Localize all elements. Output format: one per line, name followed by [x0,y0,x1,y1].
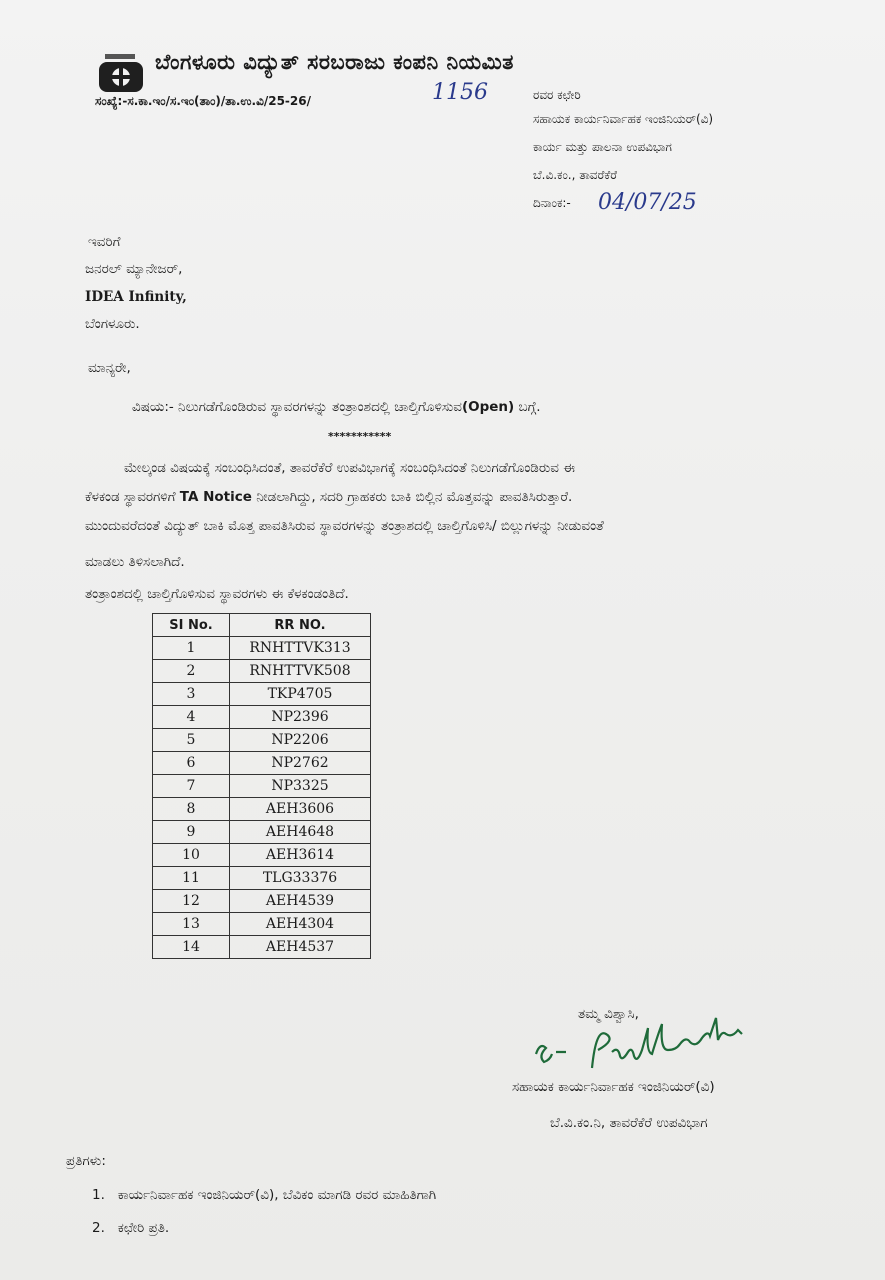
table-row [153,890,371,913]
rr-no-cell: AEH4537 [230,936,371,959]
table-row [153,936,371,959]
sl-no-cell: 10 [153,844,230,867]
copy-text: ಕಾರ್ಯನಿರ್ವಾಹಕ ಇಂಜಿನಿಯರ್(ವಿ), ಬೆವಿಕಂ ಮಾಗಡಿ ರವರ ಮಾಹಿತಿಗಾಗಿ [117,1187,437,1203]
sl-no-cell: 3 [153,683,230,706]
subject-open: (Open) [461,399,515,415]
sl-no-cell: 5 [153,729,230,752]
table-row [153,798,371,821]
rr-no-cell: AEH3614 [230,844,371,867]
rr-no-cell: AEH4539 [230,890,371,913]
header-rr-no: RR NO. [230,614,371,637]
office-line-1: ರವರ ಕಛೇರಿ [533,88,581,102]
signature [522,1010,802,1090]
subject-text: ನಿಲುಗಡೆಗೊಂಡಿರುವ ಸ್ಥಾವರಗಳನ್ನು ತಂತ್ರಾಂಶದಲ್ಲಿ ಚಾಲ್ತಿಗೊಳಿಸುವ [173,399,462,415]
body-line-2a: ಕೆಳಕಂಡ ಸ್ಥಾವರಗಳಿಗೆ [85,489,180,505]
salutation: ಮಾನ್ಯರೇ, [88,360,131,376]
rr-no-cell: AEH4648 [230,821,371,844]
sl-no-cell: 4 [153,706,230,729]
recipient-designation: ಜನರಲ್ ಮ್ಯಾನೇಜರ್, [85,261,183,277]
subject-tail: ಬಗ್ಗೆ. [514,399,541,415]
copy-item [92,1220,169,1236]
sl-no-cell: 8 [153,798,230,821]
rr-number-table [152,613,371,959]
table-row [153,729,371,752]
sl-no-cell: 12 [153,890,230,913]
table-row [153,844,371,867]
organization-name: ಬೆಂಗಳೂರು ವಿದ್ಯುತ್ ಸರಬರಾಜು ಕಂಪನಿ ನಿಯಮಿತ [155,50,514,74]
body-line-3: ಮುಂದುವರೆದಂತೆ ವಿದ್ಯುತ್ ಬಾಕಿ ಮೊತ್ತ ಪಾವತಿಸಿರುವ ಸ್ಥಾವರಗಳನ್ನು ತಂತ್ರಾಶದಲ್ಲಿ ಚಾಲ್ತಿಗೊಳಿಸಿ/ ಬಿಲ್ಲುಗಳನ್ನು ನೀಡುವಂತೆ [85,518,604,534]
body-line-5: ತಂತ್ರಾಂಶದಲ್ಲಿ ಚಾಲ್ತಿಗೊಳಿಸುವ ಸ್ಥಾವರಗಳು ಈ ಕೆಳಕಂಡಂತಿದೆ. [85,586,349,602]
rr-no-cell: RNHTTVK313 [230,637,371,660]
rr-no-cell: RNHTTVK508 [230,660,371,683]
table-row [153,752,371,775]
sl-no-cell: 1 [153,637,230,660]
date-label: ದಿನಾಂಕ:- [533,196,571,210]
header-sl-no: SI No. [153,614,230,637]
table-row [153,660,371,683]
recipient-city: ಬೆಂಗಳೂರು. [85,316,140,332]
subject-line [132,399,541,415]
table-row [153,775,371,798]
recipient-to: ಇವರಿಗೆ [88,234,121,250]
closing-designation: ಸಹಾಯಕ ಕಾರ್ಯನಿರ್ವಾಹಕ ಇಂಜಿನಿಯರ್(ವಿ) [512,1079,715,1095]
office-line-2: ಸಹಾಯಕ ಕಾರ್ಯನಿರ್ವಾಹಕ ಇಂಜಿನಿಯರ್(ವಿ) [533,112,714,126]
sl-no-cell: 7 [153,775,230,798]
table-row [153,913,371,936]
closing-office: ಬೆ.ವಿ.ಕಂ.ನಿ, ತಾವರೆಕೆರೆ ಉಪವಿಭಾಗ [550,1115,708,1131]
subject-label: ವಿಷಯ:- [132,399,174,415]
sl-no-cell: 6 [153,752,230,775]
table-row [153,637,371,660]
rr-no-cell: TKP4705 [230,683,371,706]
table-row [153,706,371,729]
rr-no-cell: AEH4304 [230,913,371,936]
ta-notice: TA Notice [179,489,252,505]
table-header-row [153,614,371,637]
sl-no-cell: 9 [153,821,230,844]
copy-number: 1. [92,1187,105,1203]
rr-no-cell: NP2396 [230,706,371,729]
rr-no-cell: NP2206 [230,729,371,752]
bescom-logo [97,52,149,94]
copy-item [92,1187,436,1203]
closing-yours: ತಮ್ಮ ವಿಶ್ವಾಸಿ, [578,1006,639,1022]
body-line-4: ಮಾಡಲು ತಿಳಿಸಲಾಗಿದೆ. [85,554,185,570]
sl-no-cell: 14 [153,936,230,959]
body-line-2b: ನೀಡಲಾಗಿದ್ದು, ಸದರಿ ಗ್ರಾಹಕರು ಬಾಕಿ ಬಿಲ್ಲಿನ ಮೊತ್ತವನ್ನು ಪಾವತಿಸಿರುತ್ತಾರೆ. [251,489,573,505]
rr-no-cell: TLG33376 [230,867,371,890]
rr-no-cell: AEH3606 [230,798,371,821]
recipient-company: IDEA Infinity, [85,289,187,305]
rr-no-cell: NP3325 [230,775,371,798]
table-row [153,867,371,890]
body-line-2 [85,489,572,505]
office-line-3: ಕಾರ್ಯ ಮತ್ತು ಪಾಲನಾ ಉಪವಿಭಾಗ [533,140,672,154]
sl-no-cell: 11 [153,867,230,890]
copy-text: ಕಛೇರಿ ಪ್ರತಿ. [117,1220,170,1236]
rr-no-cell: NP2762 [230,752,371,775]
copy-number: 2. [92,1220,105,1236]
copies-title: ಪ್ರತಿಗಳು: [66,1153,106,1169]
sl-no-cell: 13 [153,913,230,936]
sl-no-cell: 2 [153,660,230,683]
office-line-4: ಬೆ.ವಿ.ಕಂ., ತಾವರೆಕೆರೆ [533,168,618,182]
body-line-1: ಮೇಲ್ಕಂಡ ವಿಷಯಕ್ಕೆ ಸಂಬಂಧಿಸಿದಂತೆ, ತಾವರೆಕೆರೆ ಉಪವಿಭಾಗಕ್ಕೆ ಸಂಬಂಧಿಸಿದಂತೆ ನಿಲುಗಡೆಗೊಂಡಿರುವ ಈ [124,460,575,476]
separator: *********** [328,430,392,443]
table-row [153,821,371,844]
handwritten-reference: 1156 [432,80,488,105]
handwritten-date: 04/07/25 [598,190,697,215]
reference-number: ಸಂಖ್ಯೆ:-ಸ.ಕಾ.ಇಂ/ಸ.ಇಂ(ತಾಂ)/ತಾ.ಉ.ವಿ/25-26/ [95,94,311,108]
table-row [153,683,371,706]
